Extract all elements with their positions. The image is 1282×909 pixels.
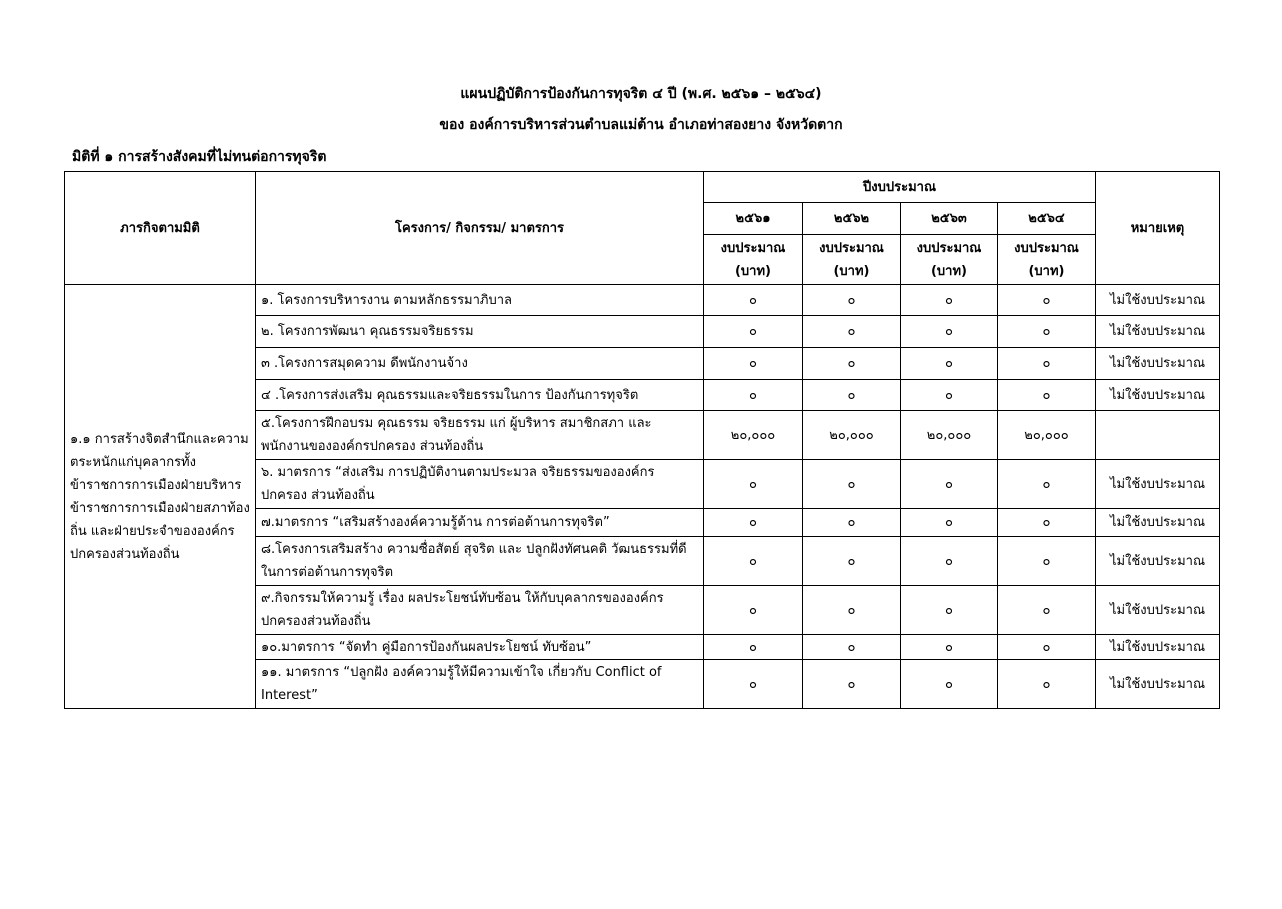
budget-cell: ๐	[901, 348, 998, 380]
budget-cell: ๐	[998, 537, 1096, 586]
header-budget-year: ปีงบประมาณ	[704, 172, 1096, 203]
project-cell: ๑๐.มาตรการ “จัดทำ คู่มือการป้องกันผลประโยชน์ ทับซ้อน”	[256, 635, 704, 660]
note-cell: ไม่ใช้งบประมาณ	[1096, 460, 1220, 509]
budget-cell: ๐	[803, 316, 901, 348]
budget-cell: ๐	[998, 285, 1096, 316]
budget-cell: ๐	[998, 586, 1096, 635]
budget-cell: ๐	[704, 635, 803, 660]
budget-cell: ๐	[998, 316, 1096, 348]
header-mission: ภารกิจตามมิติ	[65, 172, 256, 285]
header-unit: งบประมาณ (บาท)	[803, 235, 901, 285]
project-cell: ๕.โครงการฝึกอบรม คุณธรรม จริยธรรม แก่ ผู้บริหาร สมาชิกสภา และพนักงานขององค์กรปกครอง ส่วนท้องถิ่น	[256, 411, 704, 460]
project-cell: ๗.มาตรการ “เสริมสร้างองค์ความรู้ด้าน การต่อต้านการทุจริต”	[256, 509, 704, 537]
budget-cell: ๐	[704, 285, 803, 316]
budget-cell: ๐	[803, 348, 901, 380]
note-cell: ไม่ใช้งบประมาณ	[1096, 537, 1220, 586]
header-year-2563: ๒๕๖๓	[901, 203, 998, 235]
budget-cell: ๐	[803, 509, 901, 537]
budget-cell: ๐	[803, 586, 901, 635]
budget-cell: ๐	[901, 285, 998, 316]
budget-cell: ๒๐,๐๐๐	[803, 411, 901, 460]
budget-cell: ๐	[704, 586, 803, 635]
project-cell: ๑๑. มาตรการ “ปลูกฝัง องค์ความรู้ให้มีความเข้าใจ เกี่ยวกับ Conflict of Interest”	[256, 660, 704, 709]
header-note: หมายเหตุ	[1096, 172, 1220, 285]
section-heading: มิติที่ ๑ การสร้างสังคมที่ไม่ทนต่อการทุจริต	[72, 149, 327, 165]
note-cell: ไม่ใช้งบประมาณ	[1096, 635, 1220, 660]
note-cell: ไม่ใช้งบประมาณ	[1096, 660, 1220, 709]
budget-cell: ๐	[704, 348, 803, 380]
budget-cell: ๐	[901, 586, 998, 635]
budget-cell: ๒๐,๐๐๐	[901, 411, 998, 460]
document-title: แผนปฏิบัติการป้องกันการทุจริต ๔ ปี (พ.ศ. ๒๕๖๑ – ๒๕๖๔)	[460, 86, 822, 102]
budget-cell: ๐	[704, 380, 803, 411]
budget-cell: ๒๐,๐๐๐	[704, 411, 803, 460]
note-cell: ไม่ใช้งบประมาณ	[1096, 348, 1220, 380]
budget-cell: ๐	[901, 509, 998, 537]
project-cell: ๓ .โครงการสมุดความ ดีพนักงานจ้าง	[256, 348, 704, 380]
note-cell: ไม่ใช้งบประมาณ	[1096, 380, 1220, 411]
budget-cell: ๐	[704, 316, 803, 348]
project-cell: ๖. มาตรการ “ส่งเสริม การปฏิบัติงานตามประมวล จริยธรรมขององค์กรปกครอง ส่วนท้องถิ่น	[256, 460, 704, 509]
header-unit: งบประมาณ (บาท)	[901, 235, 998, 285]
header-year-2564: ๒๕๖๔	[998, 203, 1096, 235]
project-cell: ๘.โครงการเสริมสร้าง ความซื่อสัตย์ สุจริต และ ปลูกฝังทัศนคติ วัฒนธรรมที่ดีในการต่อต้านการทุจริต	[256, 537, 704, 586]
header-project: โครงการ/ กิจกรรม/ มาตรการ	[256, 172, 704, 285]
header-year-2561: ๒๕๖๑	[704, 203, 803, 235]
project-cell: ๔ .โครงการส่งเสริม คุณธรรมและจริยธรรมในการ ป้องกันการทุจริต	[256, 380, 704, 411]
project-cell: ๑. โครงการบริหารงาน ตามหลักธรรมาภิบาล	[256, 285, 704, 316]
budget-cell: ๐	[998, 348, 1096, 380]
budget-cell: ๐	[704, 460, 803, 509]
document-subtitle: ของ องค์การบริหารส่วนตำบลแม่ต้าน อำเภอท่าสองยาง จังหวัดตาก	[439, 117, 843, 133]
table-row	[65, 285, 1220, 316]
budget-cell: ๐	[998, 460, 1096, 509]
budget-cell: ๐	[998, 635, 1096, 660]
note-cell	[1096, 411, 1220, 460]
budget-cell: ๐	[803, 537, 901, 586]
note-cell: ไม่ใช้งบประมาณ	[1096, 285, 1220, 316]
header-year-2562: ๒๕๖๒	[803, 203, 901, 235]
budget-cell: ๐	[998, 660, 1096, 709]
budget-cell: ๐	[901, 460, 998, 509]
budget-cell: ๐	[901, 635, 998, 660]
budget-cell: ๐	[803, 380, 901, 411]
mission-cell: ๑.๑ การสร้างจิตสำนึกและความตระหนักแก่บุคลากรทั้งข้าราชการการเมืองฝ่ายบริหาร ข้าราชการการเมืองฝ่ายสภาท้องถิ่น และฝ่ายประจำขององค์กรปกครองส่วนท้องถิ่น	[65, 285, 256, 709]
budget-cell: ๐	[704, 537, 803, 586]
project-cell: ๒. โครงการพัฒนา คุณธรรมจริยธรรม	[256, 316, 704, 348]
project-cell: ๙.กิจกรรมให้ความรู้ เรื่อง ผลประโยชน์ทับซ้อน ให้กับบุคลากรขององค์กรปกครองส่วนท้องถิ่น	[256, 586, 704, 635]
budget-cell: ๐	[704, 509, 803, 537]
budget-cell: ๐	[901, 380, 998, 411]
note-cell: ไม่ใช้งบประมาณ	[1096, 509, 1220, 537]
header-unit: งบประมาณ (บาท)	[704, 235, 803, 285]
budget-cell: ๐	[998, 380, 1096, 411]
budget-cell: ๐	[803, 635, 901, 660]
budget-cell: ๒๐,๐๐๐	[998, 411, 1096, 460]
note-cell: ไม่ใช้งบประมาณ	[1096, 316, 1220, 348]
header-unit: งบประมาณ (บาท)	[998, 235, 1096, 285]
budget-cell: ๐	[704, 660, 803, 709]
budget-cell: ๐	[901, 537, 998, 586]
budget-cell: ๐	[803, 660, 901, 709]
note-cell: ไม่ใช้งบประมาณ	[1096, 586, 1220, 635]
budget-cell: ๐	[803, 460, 901, 509]
budget-cell: ๐	[998, 509, 1096, 537]
budget-cell: ๐	[901, 316, 998, 348]
plan-table	[64, 171, 1220, 709]
budget-cell: ๐	[803, 285, 901, 316]
budget-cell: ๐	[901, 660, 998, 709]
